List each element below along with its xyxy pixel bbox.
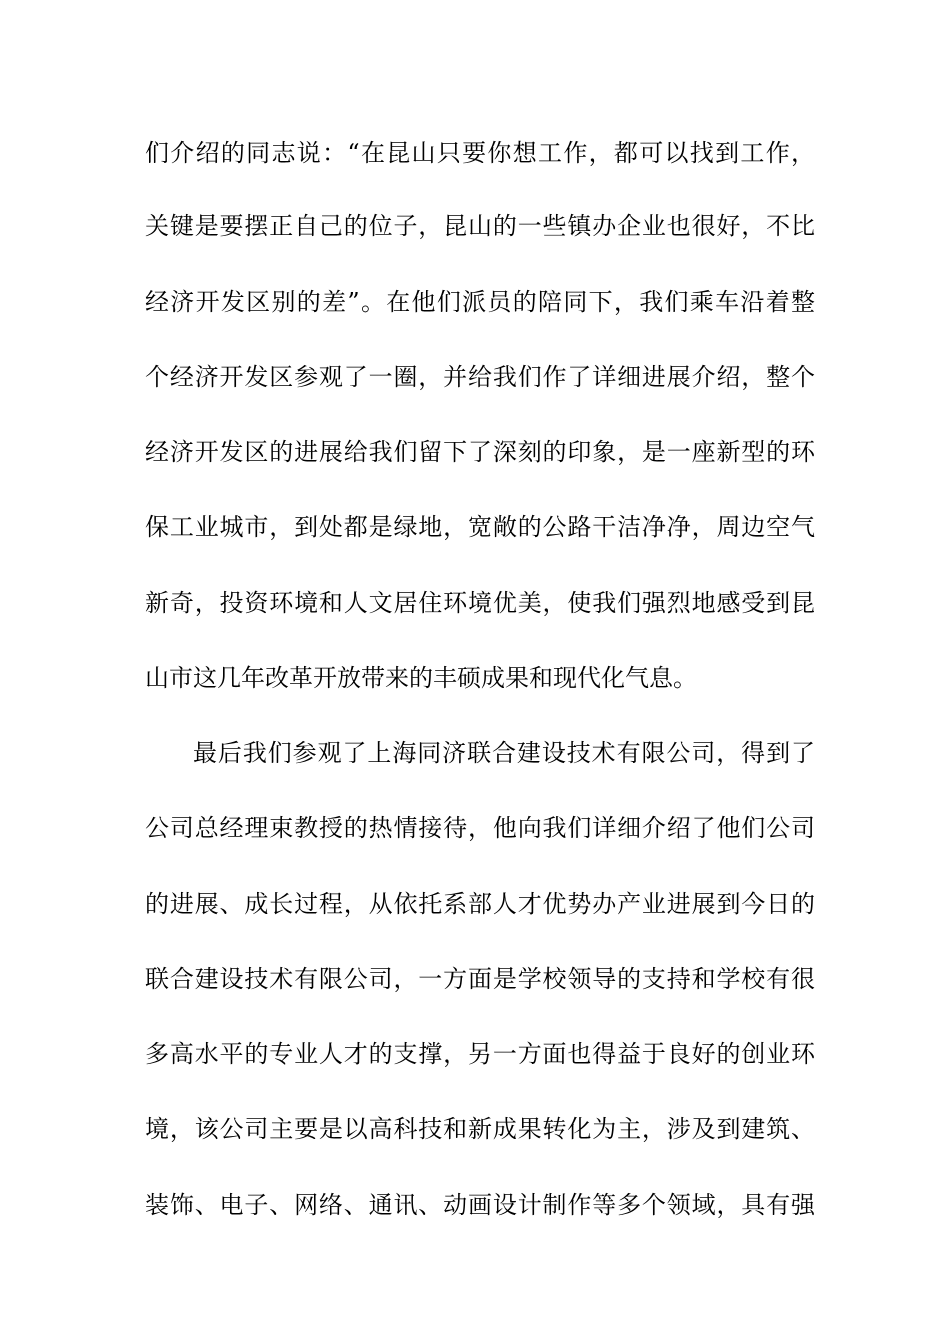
- text-line: 们介绍的同志说：“在昆山只要你想工作，都可以找到工作，: [145, 139, 815, 167]
- text-line: 保工业城市，到处都是绿地，宽敞的公路干洁净净，周边空气: [145, 513, 815, 541]
- text-line: 经济开发区别的差”。在他们派员的陪同下，我们乘车沿着整: [145, 288, 815, 316]
- text-line: 装饰、电子、网络、通讯、动画设计制作等多个领域，具有强: [145, 1191, 815, 1219]
- text-line: 多高水平的专业人才的支撑，另一方面也得益于良好的创业环: [145, 1040, 815, 1068]
- paragraph-first-line: 最后我们参观了上海同济联合建设技术有限公司，得到了: [193, 739, 815, 767]
- text-line: 公司总经理束教授的热情接待，他向我们详细介绍了他们公司: [145, 814, 815, 842]
- text-line: 个经济开发区参观了一圈，并给我们作了详细进展介绍，整个: [145, 363, 815, 391]
- text-line: 的进展、成长过程，从依托系部人才优势办产业进展到今日的: [145, 890, 815, 918]
- text-line: 经济开发区的进展给我们留下了深刻的印象，是一座新型的环: [145, 438, 815, 466]
- text-line: 关键是要摆正自己的位子，昆山的一些镇办企业也很好，不比: [145, 212, 815, 240]
- text-line: 联合建设技术有限公司，一方面是学校领导的支持和学校有很: [145, 965, 815, 993]
- paragraph-last-line: 山市这几年改革开放带来的丰硕成果和现代化气息。: [145, 664, 697, 692]
- text-line: 新奇，投资环境和人文居住环境优美，使我们强烈地感受到昆: [145, 589, 815, 617]
- text-line: 境，该公司主要是以高科技和新成果转化为主，涉及到建筑、: [145, 1115, 815, 1143]
